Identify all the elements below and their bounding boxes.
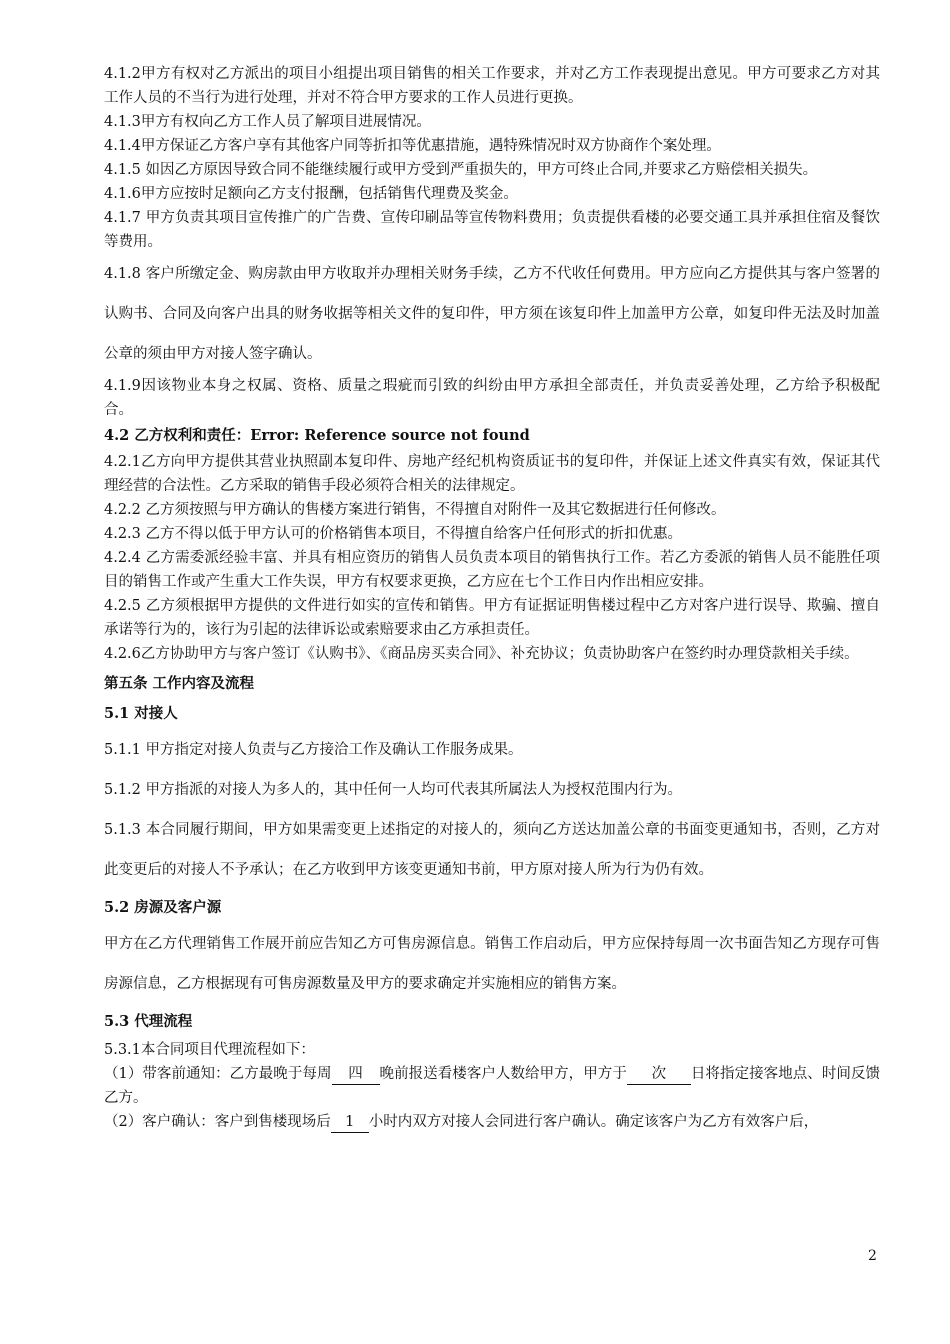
section-heading-5-3: 5.3 代理流程 xyxy=(104,1013,193,1030)
clause-4-1-2: 4.1.2甲方有权对乙方派出的项目小组提出项目销售的相关工作要求，并对乙方工作表现提出意见。甲方可要求乙方对其工作人员的不当行为进行处理，并对不符合甲方要求的工作人员进行更换。 xyxy=(104,66,880,106)
step-2-confirm xyxy=(104,1110,880,1134)
reply-day-blank: 次 xyxy=(627,1064,691,1085)
clause-4-2-3: 4.2.3 乙方不得以低于甲方认可的价格销售本项目，不得擅自给客户任何形式的折扣优惠。 xyxy=(104,526,682,542)
step-2-text-post: 小时内双方对接人会同进行客户确认。确定该客户为乙方有效客户后， xyxy=(368,1114,819,1130)
clause-4-2-4: 4.2.4 乙方需委派经验丰富、并具有相应资历的销售人员负责本项目的销售执行工作。若乙方委派的销售人员不能胜任项目的销售工作或产生重大工作失误，甲方有权要求更换，乙方应在七个工作日内作出相应安排。 xyxy=(104,550,880,590)
step-2-text-pre: （2）客户确认：客户到售楼现场后 xyxy=(104,1114,331,1130)
step-1-text-mid: 晚前报送看楼客户人数给甲方，甲方于 xyxy=(379,1066,627,1082)
step-1-text-post: 日将指定接客地点、时间反馈乙方。 xyxy=(104,1066,881,1106)
section-heading-5-1: 5.1 对接人 xyxy=(104,705,178,722)
clause-4-1-8: 4.1.8 客户所缴定金、购房款由甲方收取并办理相关财务手续，乙方不代收任何费用。甲方应向乙方提供其与客户签署的认购书、合同及向客户出具的财务收据等相关文件的复印件，甲方须在该复印件上加盖甲方公章，如复印件无法及时加盖公章的须由甲方对接人签字确认。 xyxy=(104,266,880,362)
hours-blank: 1 xyxy=(331,1112,369,1133)
clause-4-2-5: 4.2.5 乙方须根据甲方提供的文件进行如实的宣传和销售。甲方有证据证明售楼过程中乙方对客户进行误导、欺骗、擅自承诺等行为的，该行为引起的法律诉讼或索赔要求由乙方承担责任。 xyxy=(104,598,880,638)
clause-5-1-2: 5.1.2 甲方指派的对接人为多人的，其中任何一人均可代表其所属法人为授权范围内行为。 xyxy=(104,782,682,798)
clause-4-1-4: 4.1.4甲方保证乙方客户享有其他客户同等折扣等优惠措施，遇特殊情况时双方协商作个案处理。 xyxy=(104,138,721,154)
section-heading-5-2: 5.2 房源及客户源 xyxy=(104,899,222,916)
step-1-notice xyxy=(104,1062,880,1110)
clause-5-1-1: 5.1.1 甲方指定对接人负责与乙方接洽工作及确认工作服务成果。 xyxy=(104,742,523,758)
step-1-text-pre: （1）带客前通知：乙方最晚于每周 xyxy=(104,1066,332,1082)
weekday-blank: 四 xyxy=(332,1064,380,1085)
clause-4-2-6: 4.2.6乙方协助甲方与客户签订《认购书》、《商品房买卖合同》、补充协议；负责协助客户在签约时办理贷款相关手续。 xyxy=(104,646,859,662)
paragraph-5-2: 甲方在乙方代理销售工作展开前应告知乙方可售房源信息。销售工作启动后，甲方应保持每周一次书面告知乙方现存可售房源信息，乙方根据现有可售房源数量及甲方的要求确定并实施相应的销售方案。 xyxy=(104,936,880,992)
clause-4-1-6: 4.1.6甲方应按时足额向乙方支付报酬，包括销售代理费及奖金。 xyxy=(104,186,518,202)
clause-4-2-2: 4.2.2 乙方须按照与甲方确认的售楼方案进行销售，不得擅自对附件一及其它数据进行任何修改。 xyxy=(104,502,726,518)
clause-4-2-1: 4.2.1乙方向甲方提供其营业执照副本复印件、房地产经纪机构资质证书的复印件，并保证上述文件真实有效，保证其代理经营的合法性。乙方采取的销售手段必须符合相关的法律规定。 xyxy=(104,454,880,494)
clause-4-1-5: 4.1.5 如因乙方原因导致合同不能继续履行或甲方受到严重损失的，甲方可终止合同,并要求乙方赔偿相关损失。 xyxy=(104,162,818,178)
contract-body xyxy=(104,62,880,1134)
clause-4-1-3: 4.1.3甲方有权向乙方工作人员了解项目进展情况。 xyxy=(104,114,431,130)
article-5-title: 第五条 工作内容及流程 xyxy=(104,675,255,692)
section-heading-4-2: 4.2 乙方权利和责任：Error: Reference source not found xyxy=(104,427,530,444)
clause-5-3-1: 5.3.1本合同项目代理流程如下： xyxy=(104,1042,315,1058)
clause-4-1-9: 4.1.9因该物业本身之权属、资格、质量之瑕疵而引致的纠纷由甲方承担全部责任，并负责妥善处理，乙方给予积极配合。 xyxy=(104,378,880,418)
clause-5-1-3: 5.1.3 本合同履行期间，甲方如果需变更上述指定的对接人的，须向乙方送达加盖公章的书面变更通知书，否则，乙方对此变更后的对接人不予承认；在乙方收到甲方该变更通知书前，甲方原对接人所为行为仍有效。 xyxy=(104,822,880,878)
clause-4-1-7: 4.1.7 甲方负责其项目宣传推广的广告费、宣传印刷品等宣传物料费用；负责提供看楼的必要交通工具并承担住宿及餐饮等费用。 xyxy=(104,210,880,250)
page-number: 2 xyxy=(868,1248,877,1264)
